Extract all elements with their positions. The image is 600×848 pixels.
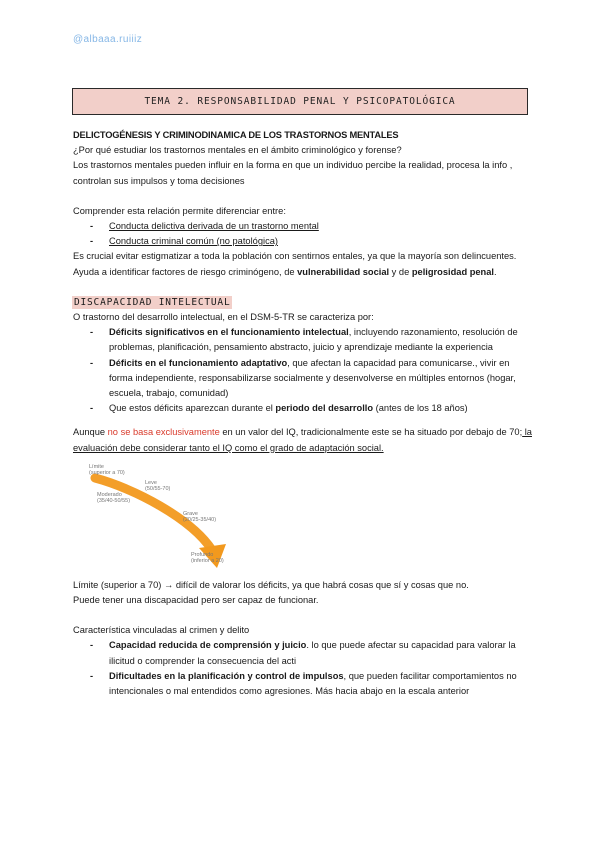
list-item: - Conducta criminal común (no patológica) <box>73 234 533 249</box>
compare-intro: Comprender esta relación permite diferenciar entre: <box>73 205 286 216</box>
list-item: - Dificultades en la planificación y control de impulsos, que pueden facilitar comportamientos no intencionales o mal entendidos como agresiones. Más hacia abajo en la escala anterior <box>73 669 533 699</box>
watermark: @albaaa.ruiiiz <box>73 34 143 45</box>
list-item: - Conducta delictiva derivada de un trastorno mental <box>73 219 533 234</box>
page-title-box <box>72 88 528 115</box>
list-item: - Déficits en el funcionamiento adaptativo, que afectan la capacidad para comunicarse., vivir en forma independiente, responsabilizarse socialmente y desenvolverse en múltiples entornos (hogar, escuela, trabajo, comunidad) <box>73 356 533 402</box>
crucial-paragraph: Es crucial evitar estigmatizar a toda la población con sentirnos entales, ya que la mayoría son delincuentes. <box>73 251 517 262</box>
crime-intro: Característica vinculadas al crimen y delito <box>73 625 250 636</box>
document-body <box>73 128 533 699</box>
page-title: TEMA 2. RESPONSABILIDAD PENAL Y PSICOPATOLÓGICA <box>144 96 456 107</box>
crime-list <box>73 638 533 699</box>
intro-paragraph: Los trastornos mentales pueden influir en la forma en que un individuo percibe la realidad, procesa la info , controlan sus impulsos y toma decisiones <box>73 160 513 186</box>
limit-paragraph: Límite (superior a 70) → difícil de valorar los déficits, ya que habrá cosas que sí y cosas que no. <box>73 579 469 590</box>
scale-label-grave: Grave (20/25-35/40) <box>183 510 217 524</box>
severity-scale-figure <box>73 456 533 578</box>
compare-list <box>73 219 533 249</box>
dsm-intro: O trastorno del desarrollo intelectual, en el DSM-5-TR se caracteriza por: <box>73 312 374 323</box>
question-text: ¿Por qué estudiar los trastornos mentales en el ámbito criminológico y forense? <box>73 145 402 156</box>
scale-label-limite: Límite (superior a 70) <box>89 463 125 477</box>
scale-label-leve: Leve (50/55-70) <box>145 479 171 493</box>
section-title: DISCAPACIDAD INTELECTUAL <box>74 296 231 308</box>
list-item: - Déficits significativos en el funcionamiento intelectual, incluyendo razonamiento, resolución de problemas, planificación, pensamiento abstracto, juicio y aprendizaje mediante la experiencia <box>73 325 533 355</box>
limit-paragraph-2: Puede tener una discapacidad pero ser capaz de funcionar. <box>73 595 319 606</box>
scale-label-moderado: Moderado (35/40-50/55) <box>97 491 131 505</box>
helps-paragraph: Ayuda a identificar factores de riesgo criminógeno, de vulnerabilidad social y de peligrosidad penal. <box>73 266 497 277</box>
scale-label-profundo: Profundo (inferior a 20) <box>191 551 224 565</box>
list-item: - Capacidad reducida de comprensión y juicio. lo que puede afectar su capacidad para valorar la ilicitud o comprender la consecuencia del acti <box>73 638 533 668</box>
iq-paragraph: Aunque no se basa exclusivamente en un valor del IQ, tradicionalmente este se ha situado por debajo de 70; la evaluación debe considerar tanto el IQ como el grado de adaptación social. <box>73 427 532 453</box>
dsm-criteria-list <box>73 325 533 416</box>
list-item: - Que estos déficits aparezcan durante el periodo del desarrollo (antes de los 18 años) <box>73 401 533 416</box>
section-heading: DELICTOGÉNESIS Y CRIMINODINAMICA DE LOS TRASTORNOS MENTALES <box>73 130 399 140</box>
